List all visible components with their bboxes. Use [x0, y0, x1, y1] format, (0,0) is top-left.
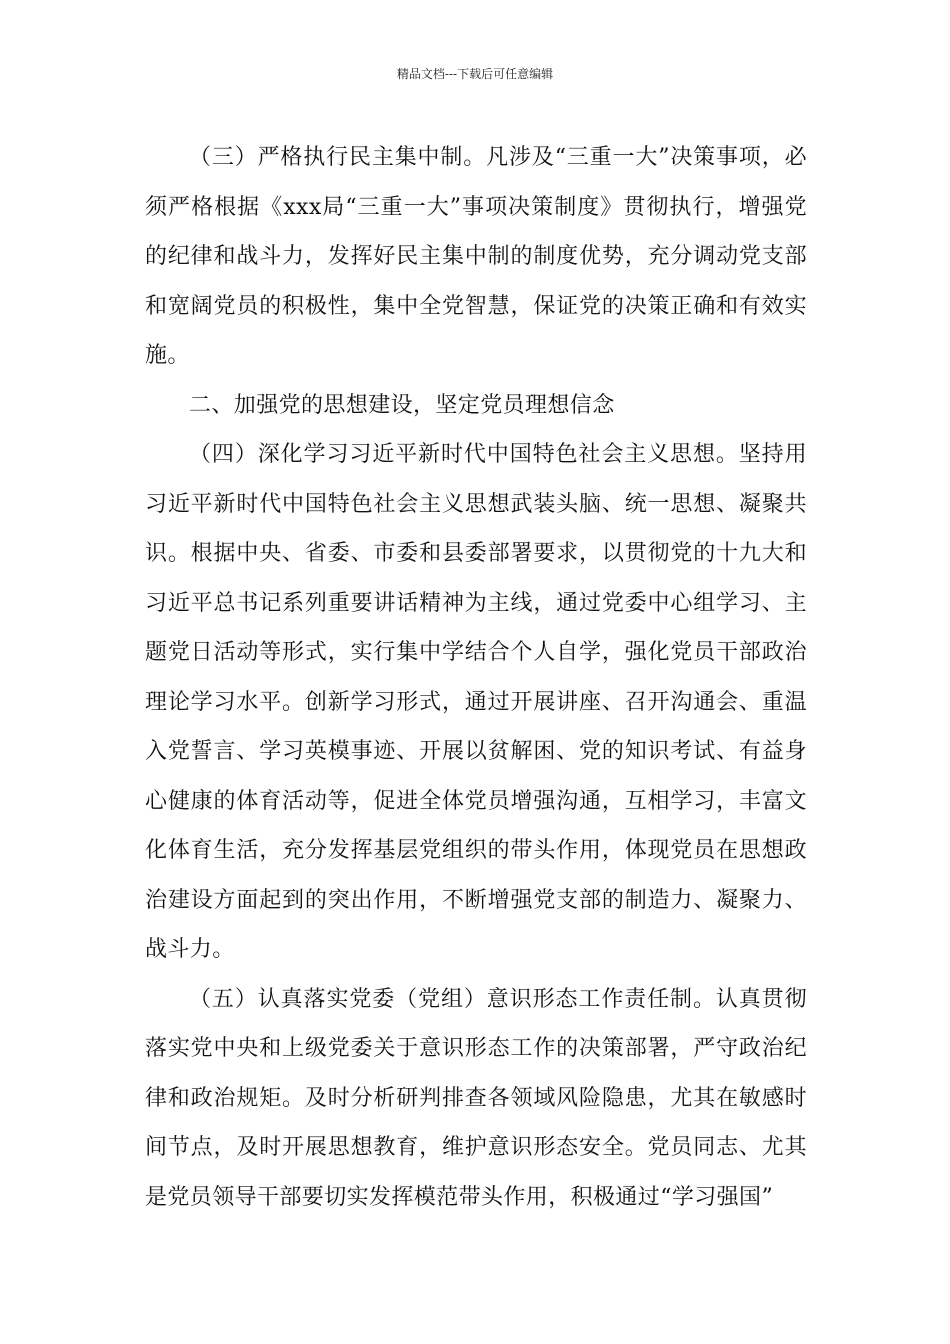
page-header: 精品文档---下载后可任意编辑	[396, 67, 554, 81]
section-heading-ideological-building: 二、加强党的思想建设，坚定党员理想信念	[189, 392, 615, 418]
paragraph-5-ideology-responsibility: （五）认真落实党委（党组）意识形态工作责任制。认真贯彻落实党中央和上级党委关于意识形态工作的决策部署，严守政治纪律和政治规矩。及时分析研判排查各领域风险隐患，尤其在敏感时间节点，及时开展思想教育，维护意识形态安全。党员同志、尤其是党员领导干部要切实发挥模范带头作用，积极通过“学习强国”	[145, 986, 807, 1210]
paragraph-3-democratic-centralism: （三）严格执行民主集中制。凡涉及“三重一大”决策事项，必须严格根据《xxx局“三重一大”事项决策制度》贯彻执行，增强党的纪律和战斗力，发挥好民主集中制的制度优势，充分调动党支部和宽阔党员的积极性，集中全党智慧，保证党的决策正确和有效实施。	[145, 145, 807, 368]
paragraph-4-study-thought: （四）深化学习习近平新时代中国特色社会主义思想。坚持用习近平新时代中国特色社会主义思想武装头脑、统一思想、凝聚共识。根据中央、省委、市委和县委部署要求，以贯彻党的十九大和习近平总书记系列重要讲话精神为主线，通过党委中心组学习、主题党日活动等形式，实行集中学结合个人自学，强化党员干部政治理论学习水平。创新学习形式，通过开展讲座、召开沟通会、重温入党誓言、学习英模事迹、开展以贫解困、党的知识考试、有益身心健康的体育活动等，促进全体党员增强沟通，互相学习，丰富文化体育生活，充分发挥基层党组织的带头作用，体现党员在思想政治建设方面起到的突出作用，不断增强党支部的制造力、凝聚力、战斗力。	[145, 442, 807, 962]
document-body	[145, 133, 807, 1222]
